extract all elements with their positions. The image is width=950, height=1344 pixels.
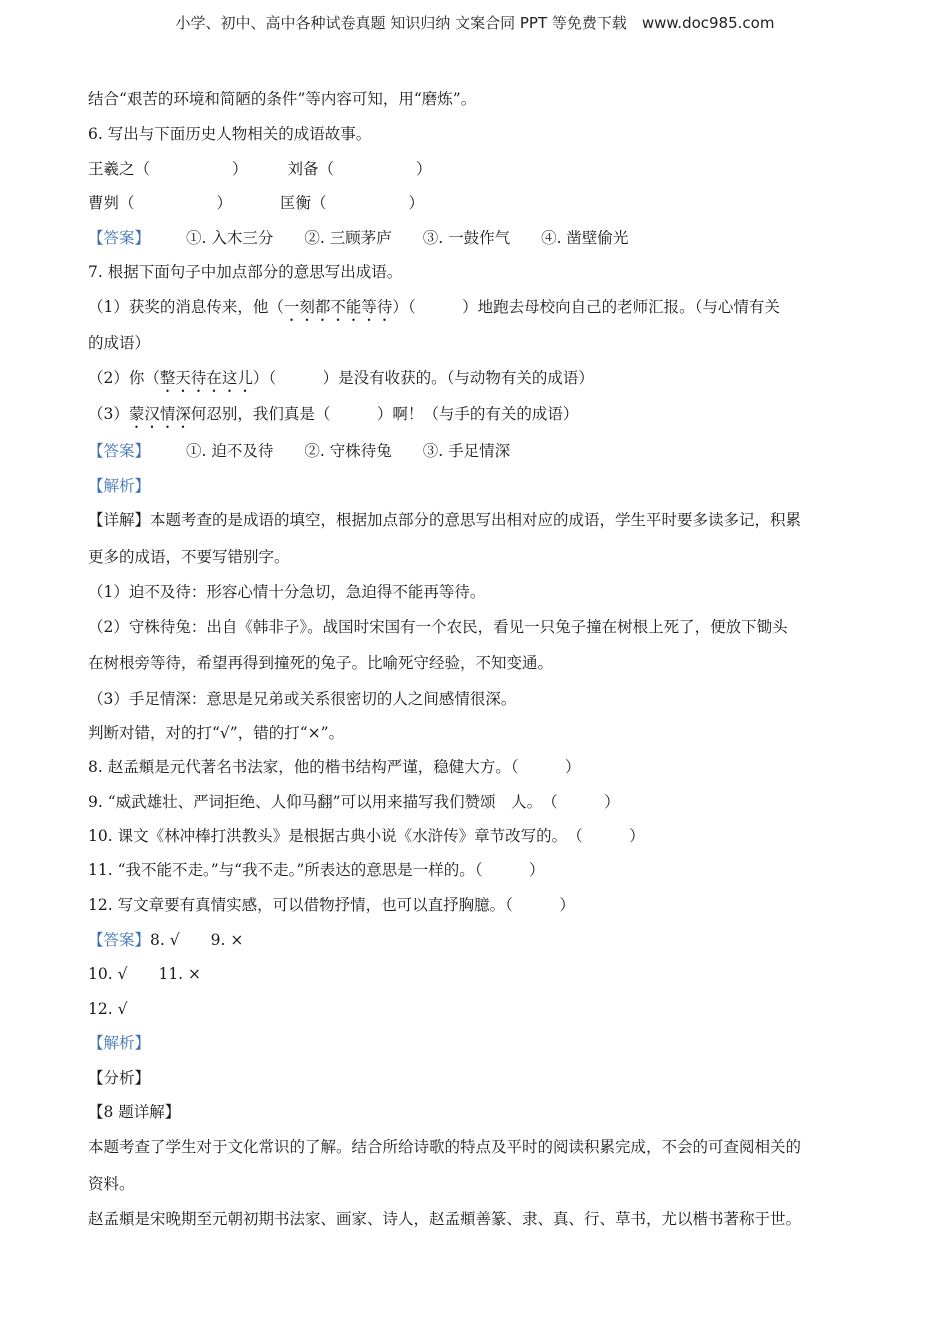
answer-tag: 【答案】 — [88, 931, 151, 949]
q6-row-2 — [88, 193, 424, 213]
answer-12: 12. √ — [88, 1000, 128, 1018]
answer-text: ①. 迫不及待 ②. 守株待兔 ③. 手足情深 — [186, 442, 511, 460]
q7-sentence-3 — [88, 404, 578, 432]
analysis-tag: 【解析】 — [88, 1034, 151, 1052]
q6-item: 匡衡（ — [280, 194, 327, 212]
q8-detail-text-cont: 资料。 — [88, 1175, 135, 1193]
dotted-phrase: 一刻都不能等待 — [283, 298, 393, 316]
text-line: 结合“艰苦的环境和简陋的条件”等内容可知，用“磨炼”。 — [88, 90, 477, 108]
question-8: 8. 赵孟頫是元代著名书法家，他的楷书结构严谨，稳健大方。（ ） — [88, 758, 581, 776]
analysis-heading: 【分析】 — [88, 1069, 151, 1087]
explanation-2: （2）守株待兔：出自《韩非子》。战国时宋国有一个农民，看见一只兔子撞在树根上死了，便放下锄头 — [88, 618, 788, 636]
q7-text: （2）你（ — [88, 369, 160, 387]
q6-row-1 — [88, 159, 432, 179]
detail-text: 【详解】本题考查的是成语的填空，根据加点部分的意思写出相对应的成语，学生平时要多读多记，积累 — [88, 511, 802, 529]
detail-text: 更多的成语，不要写错别字。 — [88, 548, 290, 566]
q6-paren: ） — [408, 194, 425, 212]
analysis-tag: 【解析】 — [88, 477, 151, 495]
question-12: 12. 写文章要有真情实感，可以借物抒情，也可以直抒胸臆。（ ） — [88, 896, 575, 914]
answer-6 — [88, 228, 628, 248]
question-6: 6. 写出与下面历史人物相关的成语故事。 — [88, 125, 372, 143]
q6-paren: ） — [216, 194, 233, 212]
q7-text: 何忍别，我们真是（ ）啊！（与手的有关的成语） — [190, 405, 579, 423]
q6-paren: ） — [232, 160, 248, 178]
q6-item: 曹刿（ — [88, 194, 135, 212]
question-9: 9. “威武雄壮、严词拒绝、人仰马翻”可以用来描写我们赞颂 人。 （ ） — [88, 793, 620, 811]
q7-sentence-1-cont: 的成语） — [88, 334, 151, 352]
answer-text: ①. 入木三分 ②. 三顾茅庐 ③. 一鼓作气 ④. 凿壁偷光 — [186, 229, 629, 247]
answer-text: 8. √ 9. × — [150, 931, 244, 949]
explanation-3: （3）手足情深：意思是兄弟或关系很密切的人之间感情很深。 — [88, 690, 517, 708]
q6-item: 刘备（ — [287, 160, 335, 178]
answer-7 — [88, 441, 510, 461]
question-7: 7. 根据下面句子中加点部分的意思写出成语。 — [88, 263, 403, 281]
answer-8-9 — [88, 930, 243, 950]
question-11: 11. “我不能不走。”与“我不走。”所表达的意思是一样的。（ ） — [88, 861, 545, 879]
dotted-phrase: 蒙汉情深 — [128, 405, 191, 423]
answer-10-11: 10. √ 11. × — [88, 965, 202, 983]
q7-sentence-1 — [88, 297, 780, 325]
page-header: 小学、初中、高中各种试卷真题 知识归纳 文案合同 PPT 等免费下载 www.doc985.com — [175, 14, 775, 32]
judge-instruction: 判断对错，对的打“√”，错的打“×”。 — [88, 724, 345, 742]
dotted-phrase: 整天待在这儿 — [159, 369, 253, 387]
explanation-1: （1）迫不及待：形容心情十分急切，急迫得不能再等待。 — [88, 583, 486, 601]
q8-detail-heading: 【8 题详解】 — [88, 1103, 181, 1121]
q6-item: 王羲之（ — [88, 160, 151, 178]
answer-tag: 【答案】 — [88, 229, 151, 247]
q7-text: （3） — [88, 405, 129, 423]
question-10: 10. 课文《林冲棒打洪教头》是根据古典小说《水浒传》章节改写的。 （ ） — [88, 827, 645, 845]
q7-sentence-2 — [88, 368, 594, 396]
q8-detail-text: 本题考查了学生对于文化常识的了解。结合所给诗歌的特点及平时的阅读积累完成，不会的可查阅相关的 — [88, 1138, 802, 1156]
explanation-2-cont: 在树根旁等待，希望再得到撞死的兔子。比喻死守经验，不知变通。 — [88, 654, 554, 672]
answer-tag: 【答案】 — [88, 442, 151, 460]
q7-text: （1）获奖的消息传来，他（ — [88, 298, 284, 316]
q7-text: ）（ ）是没有收获的。（与动物有关的成语） — [252, 369, 594, 387]
q8-detail-text-2: 赵孟頫是宋晚期至元朝初期书法家、画家、诗人，赵孟頫善篆、隶、真、行、草书，尤以楷书著称于世。 — [88, 1210, 802, 1228]
q6-paren: ） — [416, 160, 432, 178]
q7-text: ）（ ）地跑去母校向自己的老师汇报。（与心情有关 — [392, 298, 780, 316]
